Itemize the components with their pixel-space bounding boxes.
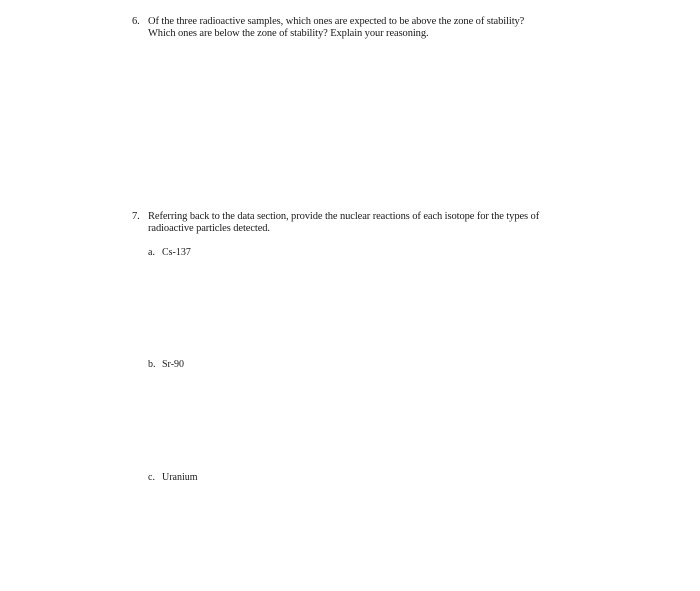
question-line: radioactive particles detected.: [148, 223, 270, 234]
sub-question-b: [148, 359, 184, 371]
question-text: [148, 211, 539, 235]
sub-question-a: [148, 247, 191, 259]
question-7: [132, 211, 592, 237]
sub-question-letter: c.: [148, 472, 155, 483]
question-text: [148, 16, 524, 40]
question-number: 6.: [132, 16, 140, 27]
sub-question-label: Uranium: [162, 472, 198, 483]
question-6: [132, 16, 592, 42]
sub-question-letter: a.: [148, 247, 155, 258]
question-number: 7.: [132, 211, 140, 222]
sub-question-label: Cs-137: [162, 247, 191, 258]
question-line: Which ones are below the zone of stability? Explain your reasoning.: [148, 28, 429, 39]
sub-question-label: Sr-90: [162, 359, 185, 370]
sub-question-c: [148, 472, 198, 484]
sub-question-letter: b.: [148, 359, 156, 370]
question-line: Of the three radioactive samples, which ones are expected to be above the zone of stability?: [148, 16, 525, 27]
question-line: Referring back to the data section, provide the nuclear reactions of each isotope for the types of: [148, 211, 540, 222]
